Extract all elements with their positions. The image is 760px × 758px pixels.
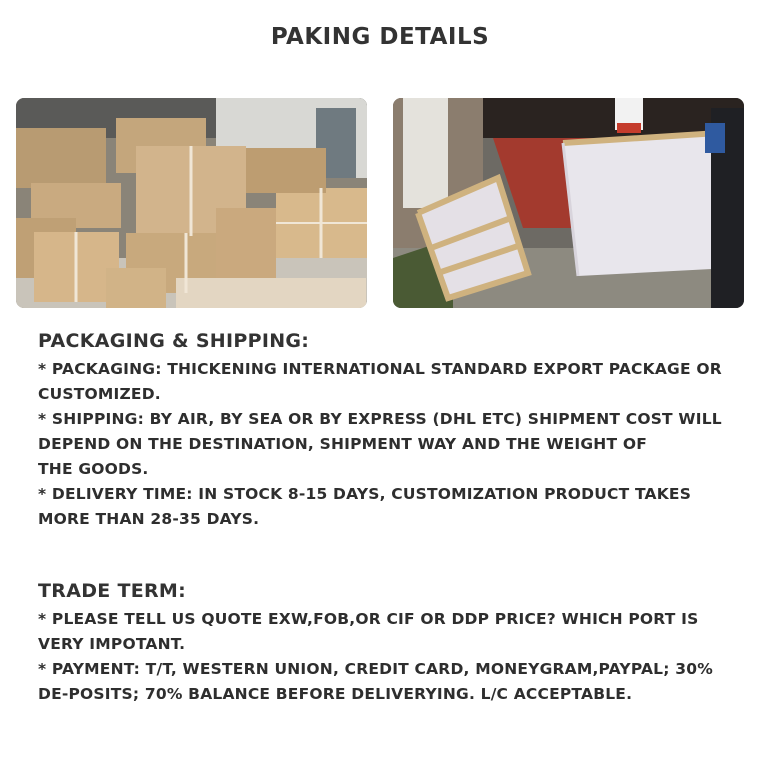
packaging-line: * PACKAGING: THICKENING INTERNATIONAL STANDARD EXPORT PACKAGE OR CUSTOMIZED. [38, 360, 722, 403]
quote-line: * PLEASE TELL US QUOTE EXW,FOB,OR CIF OR DDP PRICE? WHICH PORT IS VERY IMPOTANT. [38, 610, 699, 653]
warehouse-cartons-photo [16, 98, 367, 308]
shipping-line: * SHIPPING: BY AIR, BY SEA OR BY EXPRESS (DHL ETC) SHIPMENT COST WILL DEPEND ON THE DESTINATION, SHIPMENT WAY AND THE WEIGHT OF [38, 410, 722, 453]
payment-line: * PAYMENT: T/T, WESTERN UNION, CREDIT CARD, MONEYGRAM,PAYPAL; 30% DE-POSITS; 70% BALANCE BEFORE DELIVERYING. L/C ACCEPTABLE. [38, 660, 713, 703]
delivery-time-line: * DELIVERY TIME: IN STOCK 8-15 DAYS, CUSTOMIZATION PRODUCT TAKES MORE THAN 28-35 DAYS. [38, 485, 692, 528]
packaging-shipping-section [38, 330, 728, 532]
packaging-shipping-heading: PACKAGING & SHIPPING: [38, 330, 310, 352]
wooden-crate-packing-photo [393, 98, 744, 308]
trade-term-heading: TRADE TERM: [38, 580, 187, 602]
shipping-line-continued: THE GOODS. [38, 460, 149, 478]
page-title: PAKING DETAILS [270, 24, 490, 50]
trade-term-section [38, 580, 728, 707]
